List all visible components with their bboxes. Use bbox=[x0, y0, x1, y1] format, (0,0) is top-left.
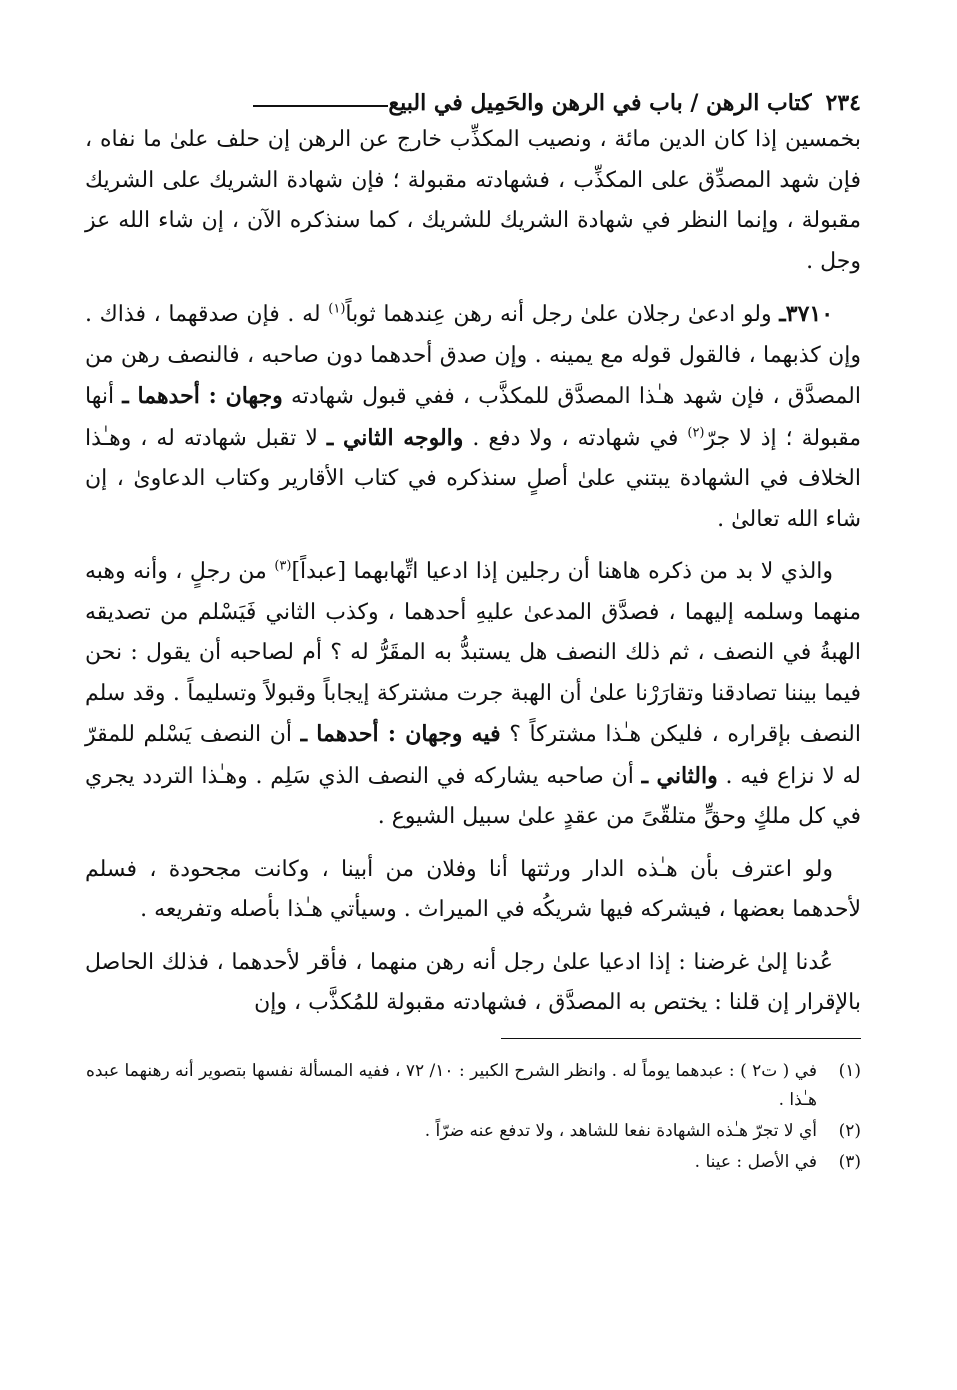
paragraph-2-text-e: لا تقبل شهادته له ، وهـٰذا الخلاف في الشهادة يبتني علىٰ أصلٍ سنذكره في كتاب الأقارير وكتاب الدعاوىٰ ، إن شاء الله تعالىٰ . bbox=[85, 425, 861, 532]
paragraph-2-text-a: ولو ادعىٰ رجلان علىٰ رجل أنه رهن عِندهما ثوباً bbox=[345, 302, 780, 327]
paragraph-3-bold-2: والثاني ـ bbox=[641, 762, 718, 789]
paragraph-3-text-a: والذي لا بد من ذكره هاهنا أن رجلين إذا ادعيا اتِّهابهما [عبداً] bbox=[291, 559, 834, 584]
running-header bbox=[85, 76, 861, 116]
footnote-ref-2[interactable]: (٢) bbox=[687, 425, 705, 441]
footnote-3-text: في الأصل : عينا . bbox=[694, 1151, 817, 1172]
paragraph-1: بخمسين إذا كان الدين مائة ، ونصيب المكذِّب خارج عن الرهن إن حلف علىٰ ما نفاه ، فإن شهد المصدِّق على المكذِّب ، فشهادته مقبولة ؛ فإن شهادة الشريك على الشريك مقبولة ، وإنما النظر في شهادة الشريك للشريك ، كما سنذكره الآن ، إن شاء الله عز وجل . bbox=[85, 127, 861, 274]
body-text bbox=[85, 120, 861, 1024]
paragraph-3 bbox=[85, 552, 861, 838]
paragraph-3-text-b: من رجلٍ ، وأنه وهبه منهما وسلمه إليهما ، فصدَّق المدعىٰ عليهِ أحدهما ، وكذب الثاني فَيَسْلم من تصديقه الهبةُ في النصف ، ثم ذلك النصف هل يستبدُّ به المقَرُّ له ؟ أم لصاحبه أن يقول : نحن فيما بيننا تصادقنا وتقارَرْنا علىٰ أن الهبة جرت مشتركة إيجاباً وقبولاً وتسليماً . وقد سلم النصف بإقراره ، فليكن هـٰذا مشتركاً ؟ bbox=[85, 559, 861, 747]
header-title: كتاب الرهن / باب في الرهن والحَمِيل في البيع bbox=[388, 90, 812, 116]
footnote-2 bbox=[85, 1117, 861, 1146]
paragraph-3-bold-1: فيه وجهان : أحدهما ـ bbox=[300, 721, 501, 747]
paragraph-2-bold-2: والوجه الثاني ـ bbox=[326, 424, 464, 451]
footnote-ref-3[interactable]: (٣) bbox=[274, 558, 292, 574]
book-page bbox=[85, 76, 861, 1350]
paragraph-5: عُدنا إلىٰ غرضنا : إذا ادعيا علىٰ رجل أنه رهن منهما ، فأقر لأحدهما ، فذلك الحاصل بالإقرار إن قلنا : يختص به المصدَّق ، فشهادته مقبولة للمُكذَّب ، وإن bbox=[85, 949, 861, 1015]
paragraph-2 bbox=[85, 294, 861, 540]
page-number: ٢٣٤ bbox=[825, 90, 861, 116]
issue-number: ٣٧١٠ـ bbox=[779, 301, 834, 327]
paragraph-2-text-b: له . فإن صدقهما ، فذاك . وإن كذبهما ، فالقول قوله مع يمينه . وإن صدق أحدهما دون صاحبه ، فالنصف رهن من المصدَّق ، فإن شهد هـٰذا المصدَّق للمكذَّب ، ففي قبول شهادته bbox=[85, 302, 861, 409]
paragraph-2-text-d: في شهادته ، ولا دفع . bbox=[463, 425, 688, 451]
footnote-1-text: في ( ت٢ ) : عبدهما يوماً له . وانظر الشرح الكبير : ١٠/ ٧٢ ، ففيه المسألة نفسها بتصوير أنه رهنهما عبده هـٰذا . bbox=[86, 1060, 817, 1110]
footnote-1 bbox=[85, 1057, 861, 1115]
footnote-2-number: (٢) bbox=[838, 1120, 861, 1141]
paragraph-3-text-c: أن النصف يَسْلم للمقرّ له لا نزاع فيه . bbox=[85, 722, 861, 789]
paragraph-4: ولو اعترف بأن هـٰذه الدار ورثتها أنا وفلان من أبينا ، وكانت مجحودة ، فسلم لأحدهما بعضها ، فيشركه فيها شريكُه في الميراث . وسيأتي هـٰذا بأصله وتفريعه . bbox=[85, 856, 861, 922]
header-rule bbox=[253, 105, 388, 107]
footnote-3-number: (٣) bbox=[838, 1151, 861, 1172]
footnote-ref-1[interactable]: (١) bbox=[328, 301, 346, 317]
footnote-divider bbox=[501, 1038, 861, 1039]
footnote-3 bbox=[85, 1148, 861, 1177]
footnote-1-number: (١) bbox=[838, 1060, 861, 1081]
footnote-2-text: أي لا تجرّ هـٰذه الشهادة نفعا للشاهد ، ولا تدفع عنه ضرّاً . bbox=[424, 1120, 817, 1141]
paragraph-2-text-c: أنها مقبولة ؛ إذ لا جرّ bbox=[85, 384, 861, 451]
paragraph-3-text-d: أن صاحبه يشاركه في النصف الذي سَلِم . وهـٰذا التردد يجري في كل ملكٍ وحقٍّ متلقّىً من عقدٍ علىٰ سبيل الشيوع . bbox=[85, 763, 861, 829]
paragraph-2-bold-1: وجهان : أحدهما ـ bbox=[122, 383, 283, 409]
footnotes bbox=[85, 1057, 861, 1177]
